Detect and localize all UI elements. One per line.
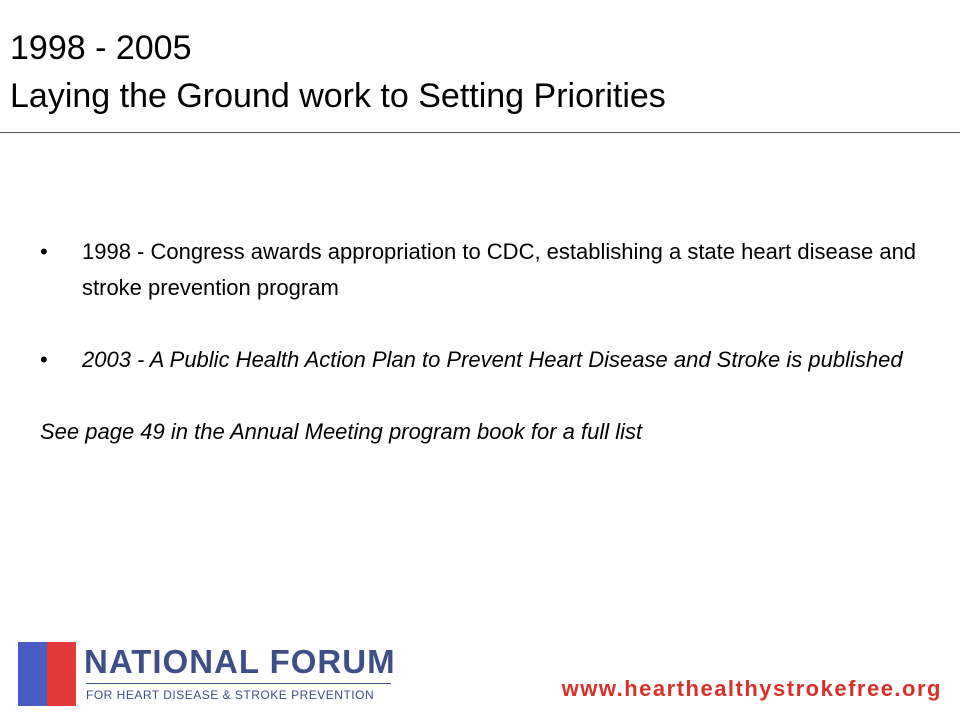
bullet-text: 1998 - Congress awards appropriation to CDC, establishing a state heart disease and stroke prevention program	[82, 239, 917, 300]
national-forum-logo	[18, 642, 398, 706]
bullet-marker: •	[40, 347, 48, 372]
flag-icon	[18, 642, 76, 706]
footnote: See page 49 in the Annual Meeting program book for a full list	[40, 419, 643, 444]
bullet-item	[40, 342, 920, 378]
title-heading: Laying the Ground work to Setting Priorities	[10, 77, 666, 115]
title-divider	[0, 132, 960, 133]
slide-title	[10, 24, 950, 120]
bullet-text: 2003 - A Public Health Action Plan to Prevent Heart Disease and Stroke is published	[82, 347, 903, 372]
slide-body	[40, 234, 920, 450]
title-year-range: 1998 - 2005	[10, 29, 192, 67]
bullet-marker: •	[40, 239, 48, 264]
website-url: www.hearthealthystrokefree.org	[561, 676, 942, 701]
logo-divider	[86, 683, 391, 684]
logo-title: NATIONAL FORUM	[84, 643, 396, 680]
logo-subtitle: FOR HEART DISEASE & STROKE PREVENTION	[86, 688, 375, 702]
bullet-item	[40, 234, 920, 306]
